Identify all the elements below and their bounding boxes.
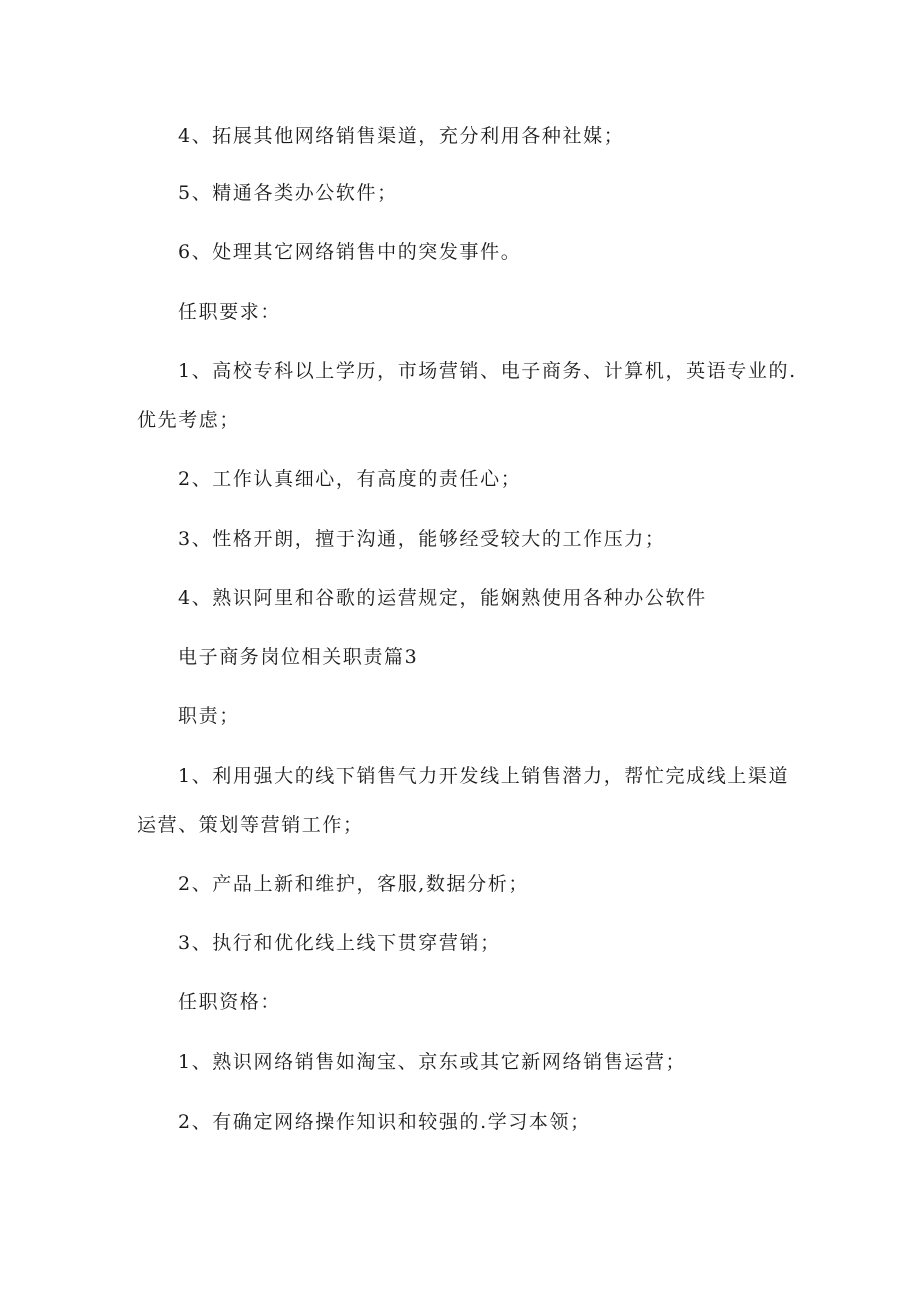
section-heading-requirements: 任职要求： — [178, 301, 282, 323]
list-item-products: 2、产品上新和维护，客服,数据分析； — [178, 873, 529, 895]
list-item-marketing: 3、执行和优化线上线下贯穿营销； — [178, 932, 501, 954]
list-item-education: 1、高校专科以上学历，市场营销、电子商务、计算机，英语专业的. — [178, 360, 797, 382]
section-heading-qualifications: 任职资格： — [178, 991, 282, 1013]
list-item-offline-online-continued: 运营、策划等营销工作； — [137, 814, 364, 836]
list-item-office-software: 5、精通各类办公软件； — [178, 182, 398, 204]
list-item-learning-ability: 2、有确定网络操作知识和较强的.学习本领； — [178, 1111, 591, 1133]
list-item-familiar-rules: 4、熟识阿里和谷歌的运营规定，能娴熟使用各种办公软件 — [178, 587, 707, 609]
list-item-expand-channels: 4、拓展其他网络销售渠道，充分利用各种社媒； — [178, 125, 625, 147]
list-item-handle-emergencies: 6、处理其它网络销售中的突发事件。 — [178, 241, 522, 263]
list-item-personality: 3、性格开朗，擅于沟通，能够经受较大的工作压力； — [178, 528, 666, 550]
list-item-careful: 2、工作认真细心，有高度的责任心； — [178, 468, 522, 490]
section-heading-duties: 职责； — [178, 705, 240, 727]
list-item-education-continued: 优先考虑； — [137, 409, 241, 431]
list-item-offline-online: 1、利用强大的线下销售气力开发线上销售潜力，帮忙完成线上渠道 — [178, 765, 790, 787]
section-title: 电子商务岗位相关职责篇3 — [178, 646, 419, 668]
list-item-ecommerce-experience: 1、熟识网络销售如淘宝、京东或其它新网络销售运营； — [178, 1051, 687, 1073]
